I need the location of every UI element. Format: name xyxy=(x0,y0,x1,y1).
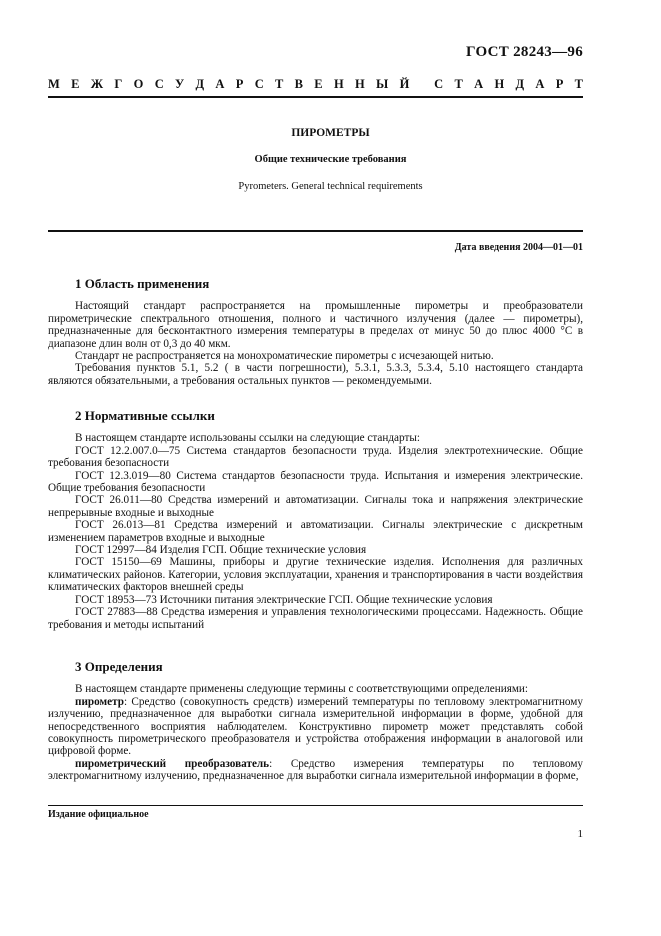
page-number: 1 xyxy=(577,828,583,840)
banner-letter: Т xyxy=(454,77,463,91)
reference-item: ГОСТ 12.3.019—80 Система стандартов безопасности труда. Испытания и измерения электрические. Общие требования безопасности xyxy=(48,469,583,495)
banner-letter: А xyxy=(215,77,225,91)
section-heading: 3 Определения xyxy=(75,659,163,674)
reference-item: ГОСТ 12997—84 Изделия ГСП. Общие технические условия xyxy=(75,544,367,557)
banner-letter: А xyxy=(474,77,484,91)
section-heading: 2 Нормативные ссылки xyxy=(75,408,215,423)
paragraph: Требования пунктов 5.1, 5.2 ( в части погрешности), 5.3.1, 5.3.3, 5.3.4, 5.10 настоящего стандарта являются обязательными, а требования остальных пунктов — рекомендуемыми. xyxy=(48,362,583,387)
document-number: ГОСТ 28243—96 xyxy=(465,44,583,60)
term: пирометр xyxy=(75,695,124,708)
banner-letter: Н xyxy=(333,77,344,91)
reference-item: ГОСТ 15150—69 Машины, приборы и другие технические изделия. Исполнения для различных климатических районов. Категории, условия эксплуатации, хранения и транспортирования в части воздействия климатических факторов внешней среды xyxy=(48,556,583,594)
interstate-standard-banner xyxy=(48,77,583,92)
banner-letter: Й xyxy=(399,77,410,91)
banner-letter: Р xyxy=(235,77,244,91)
section-references xyxy=(48,410,583,631)
paragraph: Стандарт не распространяется на монохроматические пирометры с исчезающей нитью. xyxy=(75,350,494,363)
banner-letter: Н xyxy=(354,77,365,91)
interstate-word xyxy=(48,77,409,92)
section-scope xyxy=(48,278,583,387)
edition-label: Издание официальное xyxy=(48,809,149,820)
banner-letter: Е xyxy=(71,77,80,91)
banner-letter: Ы xyxy=(376,77,389,91)
banner-letter: Т xyxy=(275,77,284,91)
document-title: ПИРОМЕТРЫ xyxy=(291,127,370,139)
definition xyxy=(48,696,583,758)
reference-item: ГОСТ 27883—88 Средства измерения и управления технологическими процессами. Надежность. Общие требования и методы испытаний xyxy=(48,606,583,631)
standard-word xyxy=(434,77,583,92)
banner-letter: Д xyxy=(515,77,525,91)
banner-letter: О xyxy=(133,77,144,91)
term: пирометрический преобразователь xyxy=(75,757,270,770)
english-title: Pyrometers. General technical requirements xyxy=(238,181,423,192)
banner-letter: Т xyxy=(574,77,583,91)
banner-letter: С xyxy=(434,77,444,91)
banner-letter: У xyxy=(175,77,185,91)
definition xyxy=(48,758,583,783)
introduction-date: Дата введения 2004—01—01 xyxy=(454,242,583,253)
banner-letter: С xyxy=(154,77,164,91)
header-rule xyxy=(48,96,583,98)
paragraph: В настоящем стандарте применены следующие термины с соответствующими определениями: xyxy=(75,683,529,696)
banner-letter: С xyxy=(254,77,264,91)
definition-text: : Средство (совокупность средств) измерений температуры по тепловому электромагнитному излучению, предназначенное для выработки сигнала измерительной информации в форме, удобной для непосредственного восприятия наблюдателем. Конструктивно пирометр может представлять собой совокупность пирометрического преобразователя и устройства отображения информации в аналоговой или цифровой форме. xyxy=(48,695,583,758)
banner-letter: Г xyxy=(114,77,123,91)
reference-item: ГОСТ 12.2.007.0—75 Система стандартов безопасности труда. Изделия электротехнические. Общие требования безопасности xyxy=(48,444,583,470)
banner-letter: В xyxy=(294,77,303,91)
document-subtitle: Общие технические требования xyxy=(254,154,407,165)
banner-letter: Д xyxy=(195,77,205,91)
footer-rule xyxy=(48,805,583,806)
banner-letter: Ж xyxy=(90,77,104,91)
reference-item: ГОСТ 18953—73 Источники питания электрические ГСП. Общие технические условия xyxy=(75,593,493,606)
banner-letter: А xyxy=(535,77,545,91)
paragraph: В настоящем стандарте использованы ссылки на следующие стандарты: xyxy=(75,432,420,445)
section-heading: 1 Область применения xyxy=(75,276,210,291)
banner-letter: Н xyxy=(494,77,505,91)
banner-letter: Р xyxy=(555,77,564,91)
banner-letter: М xyxy=(48,77,60,91)
reference-item: ГОСТ 26.013—81 Средства измерений и автоматизации. Сигналы электрические с дискретным изменением параметров входные и выходные xyxy=(48,519,583,544)
definition-text: : Средство измерения температуры по тепловому электромагнитному излучению, предназначенное для выработки сигнала измерительной информации в форме, xyxy=(48,757,583,783)
paragraph: Настоящий стандарт распространяется на промышленные пирометры и преобразователи пирометрические спектрального отношения, полного и частичного излучения (далее — пирометры), предназначенные для бесконтактного измерения температуры в пределах от минус 50 до плюс 4000 °С в диапазоне длин волн от 0,3 до 40 мкм. xyxy=(48,300,583,350)
section-definitions xyxy=(48,661,583,783)
title-rule xyxy=(48,230,583,232)
banner-letter: Е xyxy=(314,77,323,91)
reference-item: ГОСТ 26.011—80 Средства измерений и автоматизации. Сигналы тока и напряжения электрические непрерывные входные и выходные xyxy=(48,494,583,519)
